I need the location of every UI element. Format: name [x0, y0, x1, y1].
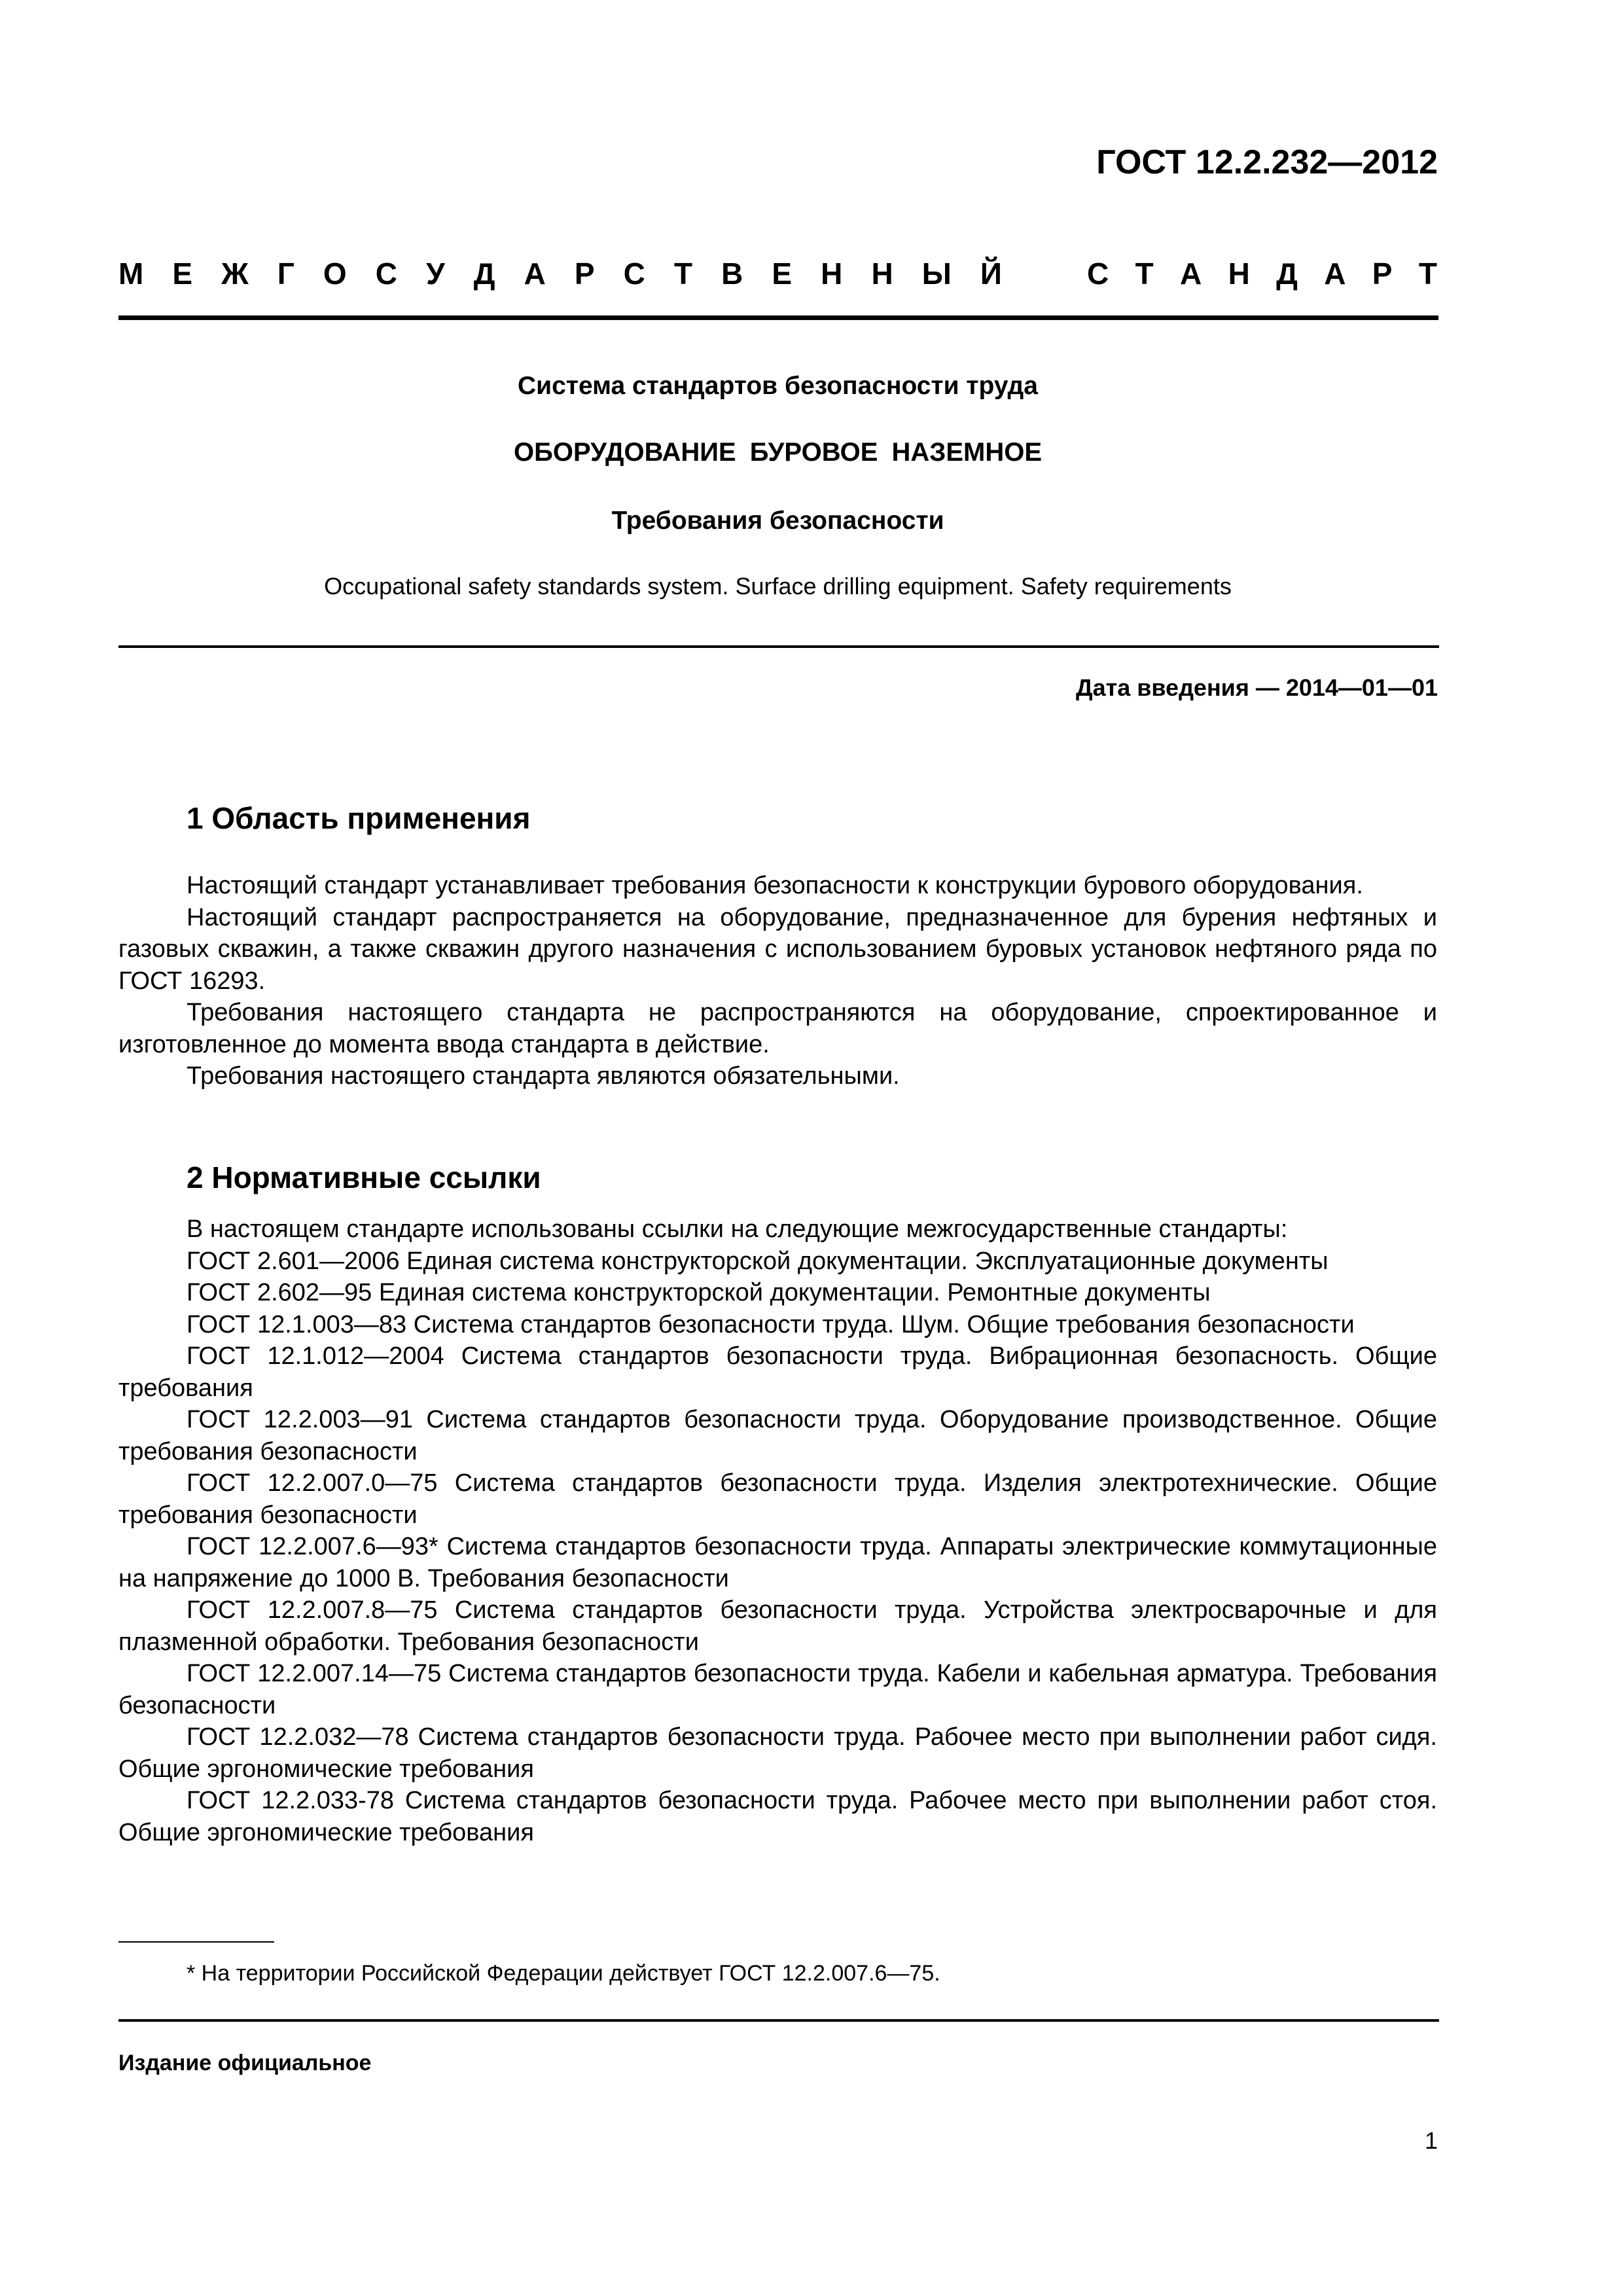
document-number: ГОСТ 12.2.232—2012: [1096, 143, 1438, 181]
banner-letter: Ж: [221, 257, 249, 291]
reference-item: ГОСТ 12.1.012—2004 Система стандартов безопасности труда. Вибрационная безопасность. Общие требования: [118, 1342, 1437, 1402]
footnote: * На территории Российской Федерации действует ГОСТ 12.2.007.6—75.: [187, 1961, 940, 1986]
reference-item: ГОСТ 2.601—2006 Единая система конструкторской документации. Эксплуатационные документы: [187, 1247, 1329, 1275]
banner-letter: Т: [673, 257, 693, 291]
paragraph: Настоящий стандарт распространяется на оборудование, предназначенное для бурения нефтяных и газовых скважин, а также скважин другого назначения с использованием буровых установок нефтяного ряда по ГОСТ 16293.: [118, 903, 1437, 995]
banner-letter: Ы: [921, 257, 952, 291]
section-2-heading: 2 Нормативные ссылки: [187, 1160, 541, 1194]
banner-letter: Р: [574, 257, 595, 291]
title-block-rule: [118, 645, 1439, 648]
banner-letter: Е: [172, 257, 193, 291]
reference-item: ГОСТ 12.2.007.0—75 Система стандартов безопасности труда. Изделия электротехнические. Общие требования безопасности: [118, 1469, 1437, 1529]
banner-letter: В: [721, 257, 743, 291]
document-subtitle: Требования безопасности: [611, 507, 944, 535]
banner-letter: А: [1180, 257, 1202, 291]
banner-letter: Й: [980, 257, 1002, 291]
paragraph: Настоящий стандарт устанавливает требования безопасности к конструкции бурового оборудования.: [187, 872, 1363, 899]
document-title: ОБОРУДОВАНИЕ БУРОВОЕ НАЗЕМНОЕ: [513, 438, 1042, 467]
reference-item: ГОСТ 2.602—95 Единая система конструкторской документации. Ремонтные документы: [187, 1279, 1211, 1306]
banner-letter: Н: [821, 257, 843, 291]
section-2-body: [118, 1213, 1437, 1848]
banner-letter: Т: [1418, 257, 1437, 291]
interstate-standard-banner: [118, 256, 1437, 291]
banner-letter: А: [1324, 257, 1346, 291]
banner-letter: Е: [772, 257, 793, 291]
official-edition-label: Издание официальное: [118, 2051, 372, 2075]
banner-letter: С: [375, 257, 397, 291]
reference-item: ГОСТ 12.2.007.14—75 Система стандартов безопасности труда. Кабели и кабельная арматура. Требования безопасности: [118, 1660, 1437, 1719]
banner-letter: С: [1087, 257, 1109, 291]
paragraph: Требования настоящего стандарта являются обязательными.: [187, 1062, 900, 1090]
english-title: Occupational safety standards system. Surface drilling equipment. Safety requirements: [324, 573, 1232, 600]
banner-letter: У: [426, 257, 445, 291]
footnote-separator: [118, 1941, 274, 1943]
introduction-date: Дата введения — 2014—01—01: [1075, 674, 1438, 701]
header-rule: [118, 315, 1438, 320]
section-1-body: [118, 870, 1437, 1092]
banner-word-interstate: [118, 256, 1002, 291]
banner-letter: О: [323, 257, 347, 291]
banner-letter: С: [623, 257, 645, 291]
page-number: 1: [1424, 2127, 1438, 2154]
banner-letter: Н: [871, 257, 893, 291]
reference-item: ГОСТ 12.2.033-78 Система стандартов безопасности труда. Рабочее место при выполнении работ стоя. Общие эргономические требования: [118, 1787, 1437, 1846]
banner-letter: М: [118, 257, 144, 291]
banner-letter: Г: [277, 257, 294, 291]
banner-letter: Д: [473, 257, 495, 291]
section-1-heading: 1 Область применения: [187, 801, 531, 835]
banner-word-standard: [1087, 256, 1437, 291]
reference-item: ГОСТ 12.2.032—78 Система стандартов безопасности труда. Рабочее место при выполнении работ сидя. Общие эргономические требования: [118, 1723, 1437, 1783]
banner-letter: Р: [1372, 257, 1393, 291]
reference-item: ГОСТ 12.2.003—91 Система стандартов безопасности труда. Оборудование производственное. Общие требования безопасности: [118, 1406, 1437, 1465]
paragraph: В настоящем стандарте использованы ссылки на следующие межгосударственные стандарты:: [187, 1215, 1288, 1243]
reference-item: ГОСТ 12.2.007.8—75 Система стандартов безопасности труда. Устройства электросварочные и для плазменной обработки. Требования безопасности: [118, 1596, 1437, 1656]
banner-letter: Д: [1276, 257, 1298, 291]
banner-letter: Т: [1135, 257, 1154, 291]
footer-rule: [118, 2019, 1439, 2022]
banner-letter: Н: [1228, 257, 1250, 291]
reference-item: ГОСТ 12.1.003—83 Система стандартов безопасности труда. Шум. Общие требования безопасности: [187, 1310, 1355, 1338]
paragraph: Требования настоящего стандарта не распространяются на оборудование, спроектированное и изготовленное до момента ввода стандарта в действие.: [118, 999, 1437, 1058]
banner-letter: А: [524, 257, 546, 291]
reference-item: ГОСТ 12.2.007.6—93* Система стандартов безопасности труда. Аппараты электрические коммутационные на напряжение до 1000 В. Требования безопасности: [118, 1533, 1437, 1592]
standards-series-title: Система стандартов безопасности труда: [518, 372, 1038, 400]
